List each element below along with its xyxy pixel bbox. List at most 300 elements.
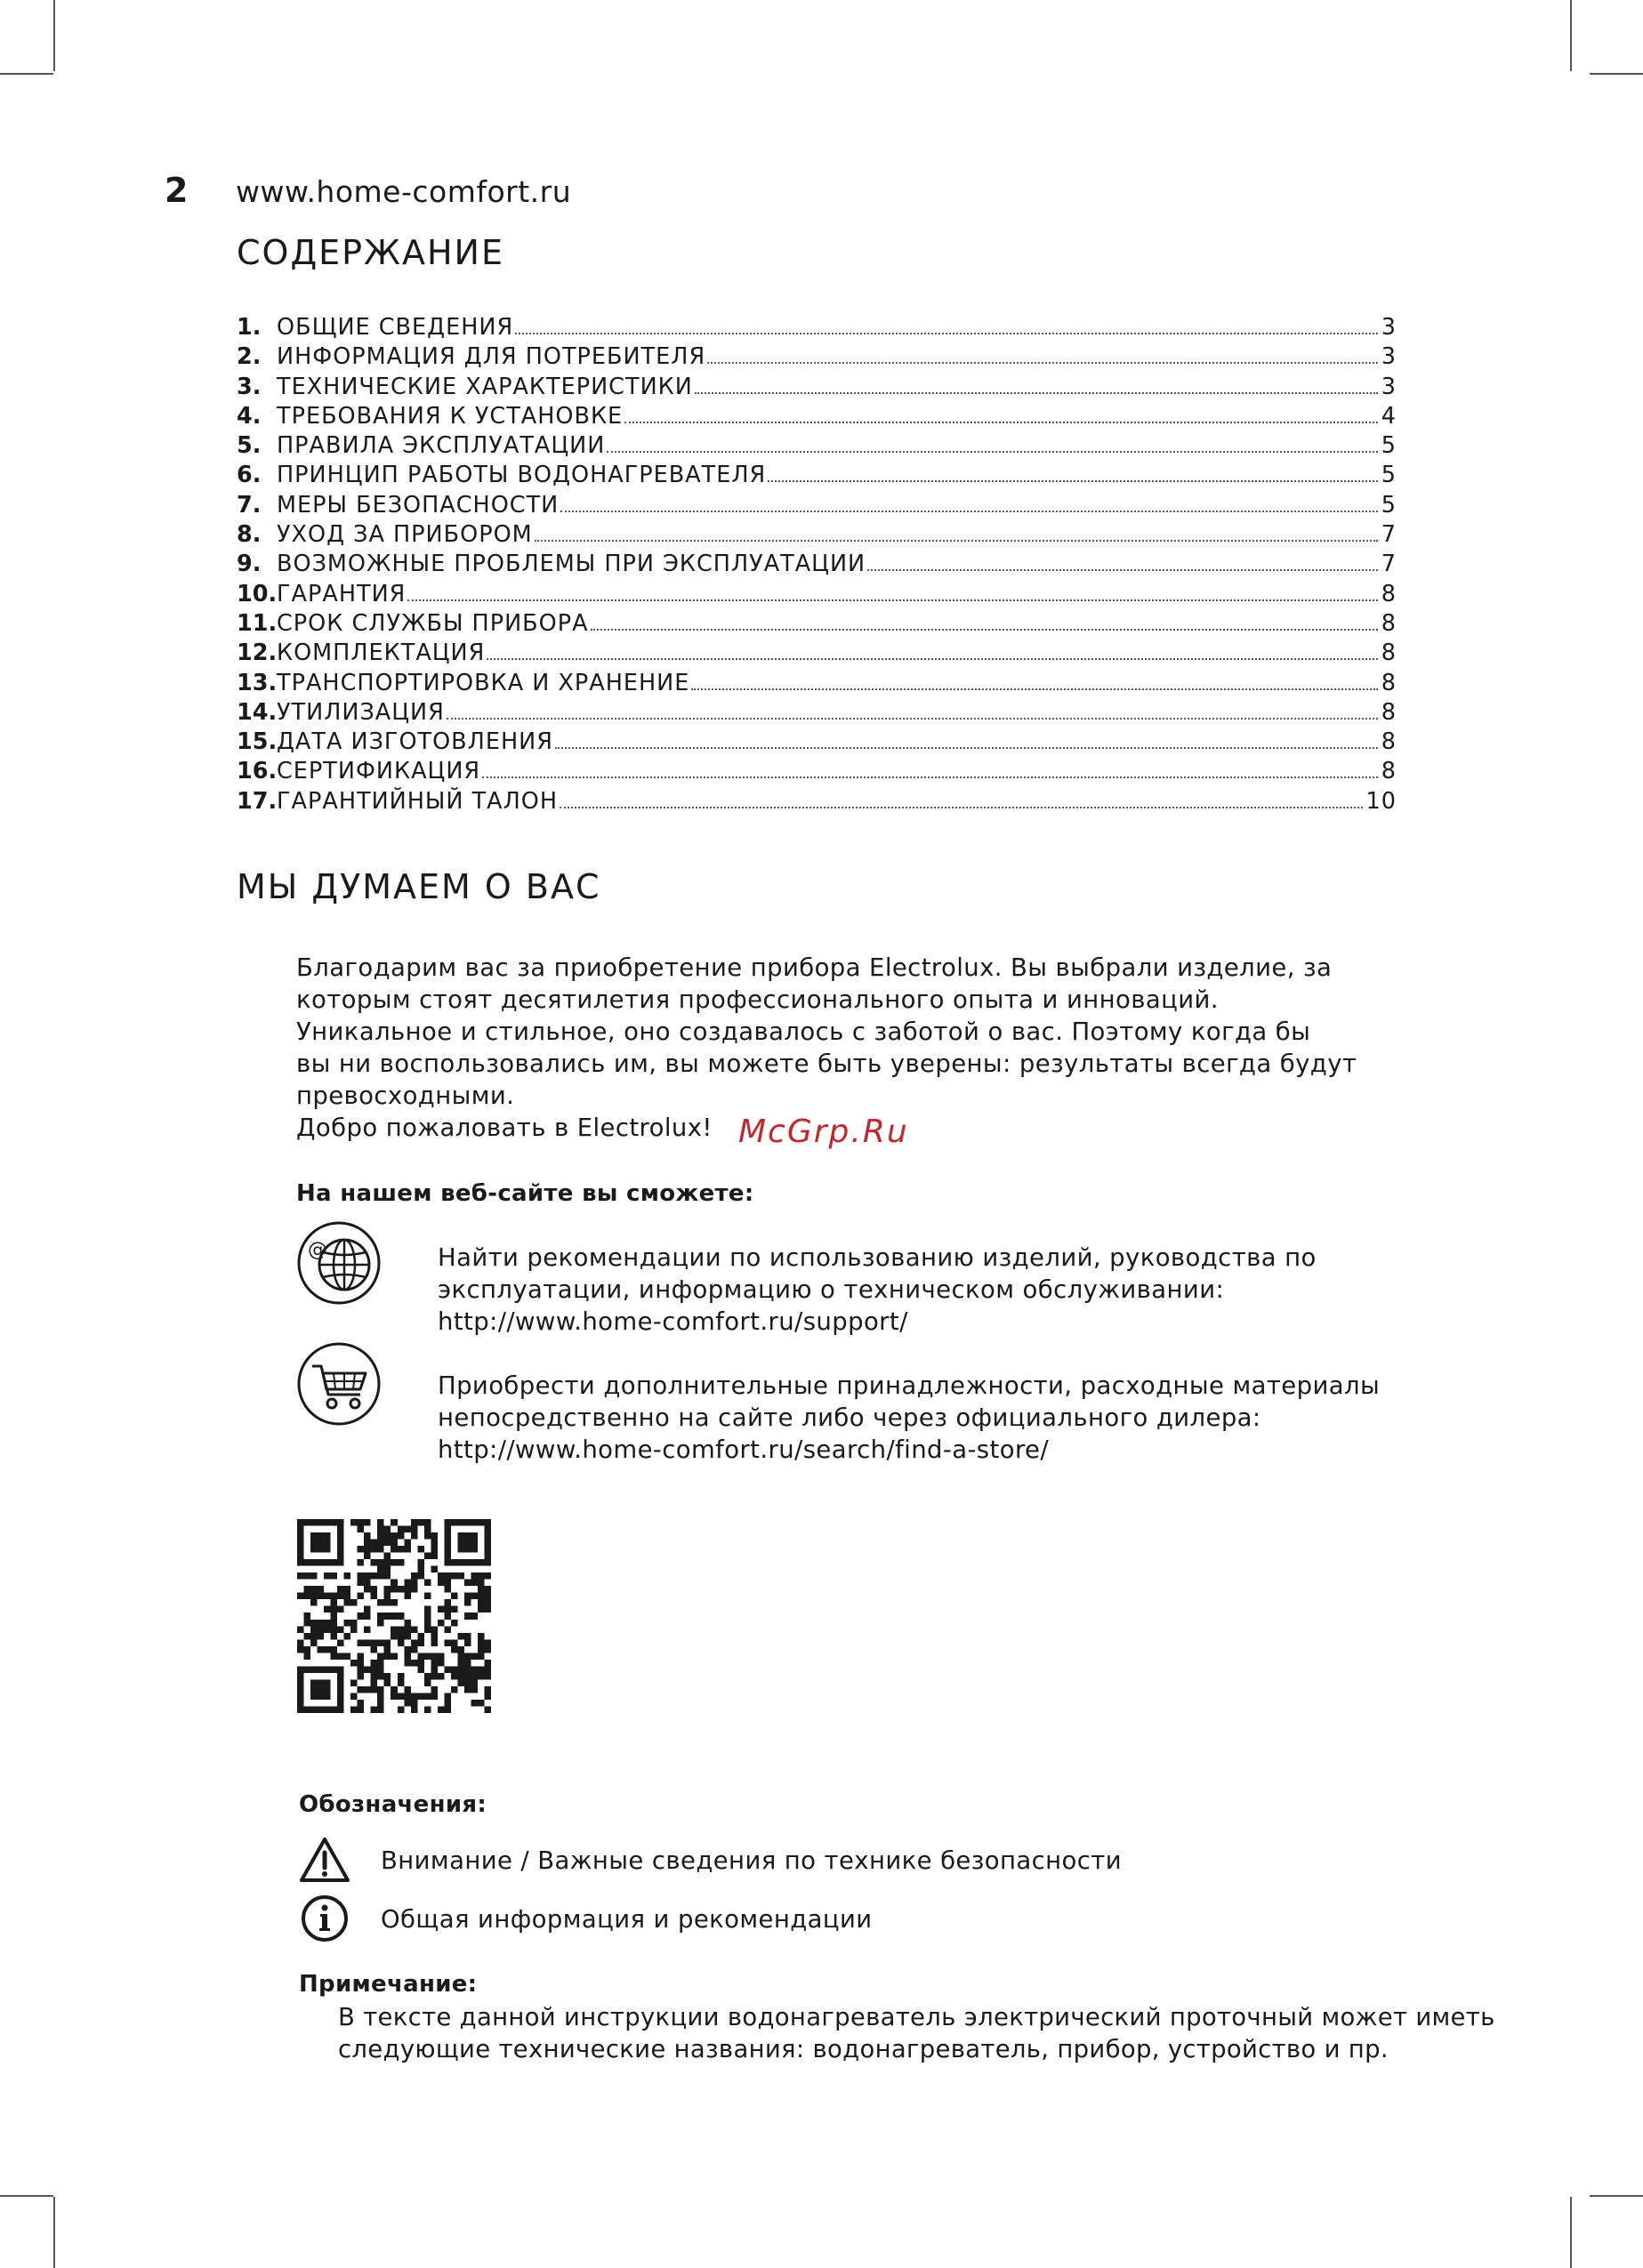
qr-module (431, 1553, 438, 1560)
toc-item-label: КОМПЛЕКТАЦИЯ (277, 639, 486, 667)
toc-item-number: 11. (237, 609, 278, 637)
qr-module (478, 1586, 485, 1593)
qr-module (371, 1706, 378, 1713)
qr-module (384, 1572, 391, 1580)
qr-module (377, 1540, 384, 1547)
website-heading: На нашем веб-сайте вы сможете: (296, 1180, 754, 1207)
toc-item-label: ПРАВИЛА ЭКСПЛУАТАЦИИ (277, 432, 606, 460)
qr-module (350, 1626, 358, 1633)
qr-module (364, 1540, 371, 1547)
qr-module (391, 1519, 398, 1526)
qr-module (358, 1572, 365, 1580)
qr-module (451, 1666, 458, 1673)
qr-module (417, 1660, 424, 1667)
qr-module (358, 1686, 365, 1693)
toc-item[interactable] (237, 374, 1397, 403)
qr-module (297, 1519, 304, 1526)
qr-module (484, 1673, 491, 1680)
qr-module (404, 1546, 411, 1553)
toc-item[interactable] (237, 788, 1397, 817)
qr-module (471, 1686, 478, 1693)
qr-module (324, 1666, 331, 1673)
qr-module (431, 1566, 438, 1573)
qr-module (404, 1593, 411, 1600)
qr-module (411, 1519, 418, 1526)
crop-mark (53, 2197, 55, 2268)
qr-module (478, 1639, 485, 1646)
qr-module (331, 1626, 338, 1633)
toc-dot-leader (591, 628, 1378, 631)
site-url: www.home-comfort.ru (236, 174, 572, 209)
qr-module (431, 1633, 438, 1640)
qr-module (364, 1519, 371, 1526)
qr-module (324, 1626, 331, 1633)
legend-info-text: Общая информация и рекомендации (381, 1905, 873, 1934)
qr-module (337, 1653, 344, 1660)
qr-module (297, 1593, 304, 1600)
toc-item-page: 10 (1365, 787, 1397, 815)
qr-module (350, 1706, 358, 1713)
qr-module (457, 1673, 464, 1680)
qr-module (358, 1660, 365, 1667)
toc-item-page: 5 (1381, 491, 1397, 519)
qr-module (318, 1706, 325, 1713)
qr-module (391, 1633, 398, 1640)
toc-item[interactable] (237, 728, 1397, 758)
qr-module (411, 1580, 418, 1587)
toc-item-label: СЕРТИФИКАЦИЯ (277, 758, 481, 785)
qr-module (391, 1626, 398, 1633)
qr-module (457, 1646, 464, 1653)
qr-module (337, 1639, 344, 1646)
qr-module (464, 1593, 471, 1600)
toc-item-page: 3 (1381, 373, 1397, 400)
qr-module (310, 1599, 318, 1606)
website-item-line: эксплуатации, информацию о техническом обслуживании: (438, 1275, 1225, 1304)
toc-item-page: 8 (1381, 580, 1397, 607)
qr-module (411, 1660, 418, 1667)
qr-module (297, 1546, 304, 1553)
qr-module (358, 1580, 365, 1587)
qr-module (324, 1646, 331, 1653)
qr-module (304, 1519, 311, 1526)
qr-module (310, 1666, 318, 1673)
qr-module (404, 1700, 411, 1707)
qr-module (471, 1653, 478, 1660)
toc-item[interactable] (237, 610, 1397, 639)
qr-module (431, 1546, 438, 1553)
website-item-line: Приобрести дополнительные принадлежности, расходные материалы (438, 1371, 1381, 1400)
qr-module (358, 1673, 365, 1680)
qr-module (417, 1519, 424, 1526)
toc-item-number: 8. (237, 521, 262, 549)
qr-module (358, 1666, 365, 1673)
qr-module (350, 1519, 358, 1526)
qr-module (424, 1532, 431, 1540)
qr-module (404, 1653, 411, 1660)
qr-module (304, 1620, 311, 1627)
website-item-line: непосредственно на сайте либо через официального дилера: (438, 1403, 1261, 1432)
qr-module (310, 1532, 318, 1540)
qr-module (444, 1613, 451, 1620)
qr-module (471, 1559, 478, 1566)
qr-module (384, 1553, 391, 1560)
qr-module (457, 1540, 464, 1547)
qr-module (431, 1626, 438, 1633)
qr-module (391, 1686, 398, 1693)
page-number: 2 (165, 171, 189, 210)
qr-module (478, 1700, 485, 1707)
qr-module (297, 1532, 304, 1540)
qr-module (297, 1693, 304, 1700)
qr-module (371, 1646, 378, 1653)
qr-module (358, 1559, 365, 1566)
crop-mark (1590, 2195, 1643, 2197)
qr-module (424, 1679, 431, 1686)
qr-module (457, 1572, 464, 1580)
qr-module (451, 1686, 458, 1693)
qr-module (484, 1586, 491, 1593)
qr-module (444, 1606, 451, 1613)
qr-module (337, 1706, 344, 1713)
qr-module (431, 1673, 438, 1680)
toc-item-page: 3 (1381, 343, 1397, 371)
qr-module (484, 1532, 491, 1540)
qr-module (404, 1660, 411, 1667)
qr-module (457, 1666, 464, 1673)
qr-module (398, 1626, 405, 1633)
qr-module (364, 1586, 371, 1593)
qr-module (337, 1586, 344, 1593)
qr-module (350, 1620, 358, 1627)
toc-item[interactable] (237, 699, 1397, 728)
qr-module (411, 1693, 418, 1700)
qr-module (297, 1666, 304, 1673)
toc-item-page: 5 (1381, 432, 1397, 460)
note-line: следующие технические названия: водонагреватель, прибор, устройство и пр. (338, 2035, 1389, 2063)
qr-module (478, 1633, 485, 1640)
qr-module (310, 1693, 318, 1700)
toc-item[interactable] (237, 314, 1397, 343)
qr-module (457, 1546, 464, 1553)
intro-line: Уникальное и стильное, оно создавалось с заботой о вас. Поэтому когда бы (296, 1017, 1311, 1046)
toc-item-page: 5 (1381, 462, 1397, 489)
qr-module (417, 1666, 424, 1673)
qr-module (391, 1613, 398, 1620)
qr-module (297, 1559, 304, 1566)
qr-module (484, 1593, 491, 1600)
qr-module (384, 1679, 391, 1686)
qr-module (391, 1586, 398, 1593)
qr-module (331, 1613, 338, 1620)
qr-module (484, 1646, 491, 1653)
toc-item-number: 10. (237, 580, 278, 607)
qr-module (310, 1679, 318, 1686)
watermark: McGrp.Ru (738, 1114, 909, 1150)
qr-module (398, 1693, 405, 1700)
qr-module (431, 1660, 438, 1667)
toc-item[interactable] (237, 343, 1397, 373)
qr-module (318, 1593, 325, 1600)
qr-module (484, 1706, 491, 1713)
qr-module (358, 1639, 365, 1646)
qr-module (384, 1526, 391, 1533)
qr-module (478, 1572, 485, 1580)
qr-module (331, 1606, 338, 1613)
qr-module (411, 1572, 418, 1580)
qr-module (478, 1606, 485, 1613)
toc-item-number: 12. (237, 639, 278, 667)
qr-module (444, 1626, 451, 1633)
toc-item[interactable] (237, 758, 1397, 787)
toc-item[interactable] (237, 521, 1397, 551)
toc-item-label: УТИЛИЗАЦИЯ (277, 698, 445, 726)
qr-module (304, 1633, 311, 1640)
qr-module (424, 1593, 431, 1600)
intro-line: которым стоят десятилетия профессионального опыта и инноваций. (296, 985, 1219, 1014)
qr-module (398, 1633, 405, 1640)
support-link[interactable]: http://www.home-comfort.ru/support/ (438, 1307, 908, 1336)
toc-item-number: 3. (237, 373, 262, 400)
qr-module (471, 1546, 478, 1553)
qr-module (364, 1580, 371, 1587)
qr-module (484, 1526, 491, 1533)
qr-module (484, 1572, 491, 1580)
qr-module (484, 1606, 491, 1613)
qr-module (451, 1646, 458, 1653)
toc-item-label: ТРЕБОВАНИЯ К УСТАНОВКЕ (277, 402, 624, 430)
qr-module (464, 1613, 471, 1620)
toc-item-page: 4 (1381, 402, 1397, 430)
qr-module (444, 1559, 451, 1566)
qr-module (310, 1620, 318, 1627)
qr-module (364, 1626, 371, 1633)
qr-module (371, 1586, 378, 1593)
qr-module (398, 1586, 405, 1593)
qr-module (424, 1626, 431, 1633)
qr-module (310, 1586, 318, 1593)
qr-module (331, 1593, 338, 1600)
qr-module (377, 1666, 384, 1673)
qr-module (377, 1566, 384, 1573)
legend-warning-text: Внимание / Важные сведения по технике безопасности (381, 1846, 1122, 1875)
qr-module (484, 1686, 491, 1693)
qr-module (304, 1586, 311, 1593)
qr-module (411, 1700, 418, 1707)
qr-module (358, 1519, 365, 1526)
qr-module (377, 1673, 384, 1680)
qr-module (358, 1526, 365, 1533)
qr-module (384, 1646, 391, 1653)
toc-item-page: 8 (1381, 609, 1397, 637)
qr-module (371, 1546, 378, 1553)
qr-module (417, 1559, 424, 1566)
crop-mark (53, 0, 55, 71)
qr-module (337, 1686, 344, 1693)
qr-module (331, 1519, 338, 1526)
store-link[interactable]: http://www.home-comfort.ru/search/find-a-store/ (438, 1436, 1050, 1464)
qr-module (377, 1599, 384, 1606)
qr-module (424, 1620, 431, 1627)
qr-module (324, 1606, 331, 1613)
qr-module (484, 1666, 491, 1673)
qr-module (358, 1706, 365, 1713)
qr-module (471, 1613, 478, 1620)
qr-module (384, 1532, 391, 1540)
toc-dot-leader (535, 539, 1378, 542)
toc-dot-leader (487, 657, 1377, 660)
qr-module (337, 1559, 344, 1566)
toc-item[interactable] (237, 492, 1397, 521)
qr-module (337, 1673, 344, 1680)
qr-module (364, 1546, 371, 1553)
qr-module (297, 1526, 304, 1533)
toc-item-number: 1. (237, 314, 262, 341)
qr-module (444, 1532, 451, 1540)
legend-heading: Обозначения: (299, 1791, 487, 1818)
qr-module (391, 1546, 398, 1553)
crop-mark (0, 2195, 53, 2197)
qr-module (424, 1580, 431, 1587)
toc-item-label: ИНФОРМАЦИЯ ДЛЯ ПОТРЕБИТЕЛЯ (277, 343, 706, 371)
qr-module (478, 1519, 485, 1526)
toc-item-number: 2. (237, 343, 262, 371)
qr-module (310, 1546, 318, 1553)
qr-module (457, 1559, 464, 1566)
toc-item-label: ТРАНСПОРТИРОВКА И ХРАНЕНИЕ (277, 669, 690, 696)
qr-module (404, 1633, 411, 1640)
toc-dot-leader (707, 361, 1378, 364)
toc-dot-leader (447, 717, 1378, 720)
toc-item[interactable] (237, 462, 1397, 491)
qr-module (310, 1706, 318, 1713)
qr-module (310, 1519, 318, 1526)
toc-item-label: ОБЩИЕ СВЕДЕНИЯ (277, 314, 514, 341)
toc-title: СОДЕРЖАНИЕ (237, 233, 504, 272)
toc-item[interactable] (237, 581, 1397, 610)
toc-item-label: ГАРАНТИЯ (277, 580, 407, 607)
toc-item-page: 8 (1381, 698, 1397, 726)
qr-module (444, 1639, 451, 1646)
qr-module (398, 1532, 405, 1540)
qr-module (344, 1633, 351, 1640)
toc-item-page: 3 (1381, 314, 1397, 341)
cart-icon (296, 1341, 382, 1427)
qr-module (297, 1679, 304, 1686)
qr-module (451, 1639, 458, 1646)
qr-module (417, 1633, 424, 1640)
qr-module (444, 1546, 451, 1553)
qr-module (304, 1666, 311, 1673)
qr-module (404, 1580, 411, 1587)
qr-module (384, 1593, 391, 1600)
intro-line: Добро пожаловать в Electrolux! (296, 1114, 713, 1142)
qr-module (310, 1593, 318, 1600)
qr-module (364, 1532, 371, 1540)
toc-item-page: 7 (1381, 521, 1397, 549)
qr-module (438, 1673, 445, 1680)
qr-module (337, 1526, 344, 1533)
crop-mark (1570, 0, 1572, 71)
toc-item[interactable] (237, 551, 1397, 580)
qr-module (444, 1586, 451, 1593)
qr-module (364, 1606, 371, 1613)
toc-item[interactable] (237, 670, 1397, 699)
qr-module (424, 1606, 431, 1613)
qr-module (438, 1620, 445, 1627)
qr-module (464, 1653, 471, 1660)
qr-module (371, 1559, 378, 1566)
qr-module (377, 1660, 384, 1667)
toc-item-label: ВОЗМОЖНЫЕ ПРОБЛЕМЫ ПРИ ЭКСПЛУАТАЦИИ (277, 551, 866, 578)
qr-module (431, 1666, 438, 1673)
qr-module (304, 1593, 311, 1600)
qr-module (318, 1620, 325, 1627)
qr-module (384, 1559, 391, 1566)
qr-module (444, 1580, 451, 1587)
qr-module (364, 1613, 371, 1620)
qr-module (391, 1580, 398, 1587)
toc-item-number: 13. (237, 669, 278, 696)
qr-module (350, 1679, 358, 1686)
qr-module (464, 1532, 471, 1540)
qr-module (364, 1553, 371, 1560)
qr-module (438, 1660, 445, 1667)
toc-item[interactable] (237, 403, 1397, 432)
qr-module (464, 1559, 471, 1566)
qr-module (337, 1626, 344, 1633)
qr-module (411, 1532, 418, 1540)
note-heading: Примечание: (299, 1971, 478, 1998)
qr-module (431, 1686, 438, 1693)
qr-module (324, 1519, 331, 1526)
qr-module (471, 1519, 478, 1526)
qr-module (484, 1599, 491, 1606)
qr-module (371, 1593, 378, 1600)
qr-module (391, 1693, 398, 1700)
qr-module (417, 1653, 424, 1660)
qr-module (457, 1660, 464, 1667)
qr-module (411, 1706, 418, 1713)
qr-module (464, 1599, 471, 1606)
qr-module (444, 1540, 451, 1547)
qr-module (404, 1526, 411, 1533)
qr-module (431, 1540, 438, 1547)
toc-item-number: 4. (237, 402, 262, 430)
qr-module (464, 1633, 471, 1640)
qr-module (478, 1653, 485, 1660)
qr-module (464, 1679, 471, 1686)
toc-dot-leader (555, 746, 1378, 749)
toc-item[interactable] (237, 432, 1397, 462)
qr-module (457, 1532, 464, 1540)
qr-module (297, 1553, 304, 1560)
toc-item[interactable] (237, 639, 1397, 669)
toc-item-number: 7. (237, 491, 262, 519)
qr-module (478, 1673, 485, 1680)
qr-module (377, 1526, 384, 1533)
globe-icon (296, 1220, 382, 1306)
qr-module (318, 1693, 325, 1700)
qr-module (417, 1546, 424, 1553)
qr-module (424, 1673, 431, 1680)
qr-module (371, 1673, 378, 1680)
qr-module (464, 1673, 471, 1680)
website-item-line: Найти рекомендации по использованию изделий, руководства по (438, 1243, 1317, 1272)
qr-module (471, 1666, 478, 1673)
toc-item-number: 14. (237, 698, 278, 726)
qr-module (471, 1593, 478, 1600)
